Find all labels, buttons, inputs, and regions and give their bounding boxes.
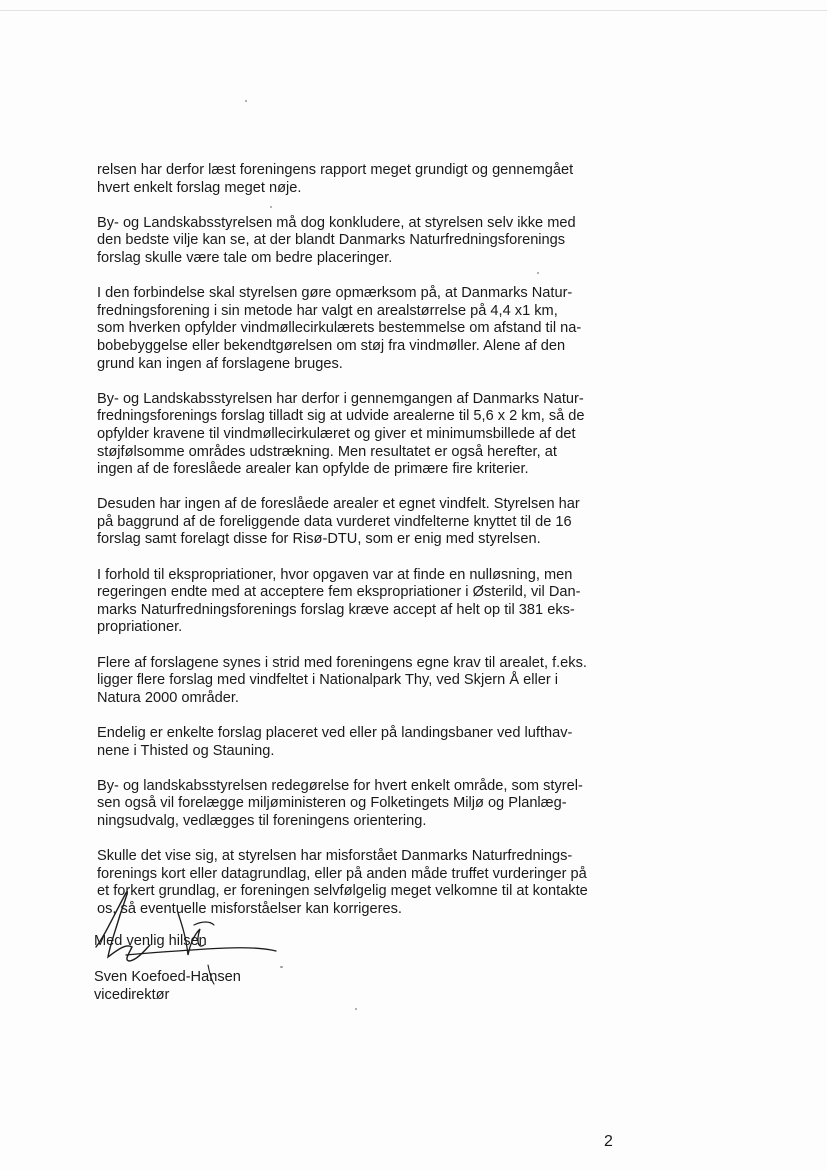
text-line: grund kan ingen af forslagene bruges. bbox=[97, 355, 343, 372]
letter-body bbox=[97, 162, 637, 936]
scan-speck bbox=[537, 272, 539, 274]
page-top-edge bbox=[0, 10, 827, 11]
text-line: ningsudvalg, vedlægges til foreningens orientering. bbox=[97, 812, 427, 829]
text-line: bobebyggelse eller bekendtgørelsen om støj fra vindmøller. Alene af den bbox=[97, 337, 566, 354]
text-line: opfylder kravene til vindmøllecirkulæret og giver et minimumsbillede af det bbox=[97, 425, 576, 442]
text-line: fredningsforening i sin metode har valgt en arealstørrelse på 4,4 x1 km, bbox=[97, 302, 558, 319]
text-line: Skulle det vise sig, at styrelsen har misforstået Danmarks Naturfrednings- bbox=[97, 848, 573, 865]
text-line: By- og landskabsstyrelsen redegørelse for hvert enkelt område, som styrel- bbox=[97, 777, 583, 794]
text-line: Desuden har ingen af de foreslåede arealer et egnet vindfelt. Styrelsen har bbox=[97, 496, 580, 513]
text-line: Flere af forslagene synes i strid med foreningens egne krav til arealet, f.eks. bbox=[97, 654, 587, 671]
text-line: regeringen endte med at acceptere fem ekspropriationer i Østerild, vil Dan- bbox=[97, 584, 581, 601]
text-line: Natura 2000 områder. bbox=[97, 689, 239, 706]
paragraph bbox=[97, 285, 637, 373]
signer-name: Sven Koefoed-Hansen bbox=[94, 969, 241, 985]
text-line: på baggrund af de foreliggende data vurderet vindfelterne knyttet til de 16 bbox=[97, 513, 572, 530]
text-line: fredningsforenings forslag tilladt sig at udvide arealerne til 5,6 x 2 km, så de bbox=[97, 408, 585, 425]
scan-speck bbox=[355, 1008, 357, 1010]
text-line: ligger flere forslag med vindfeltet i Nationalpark Thy, ved Skjern Å eller i bbox=[97, 672, 558, 689]
text-line: I den forbindelse skal styrelsen gøre opmærksom på, at Danmarks Natur- bbox=[97, 285, 573, 302]
text-line: By- og Landskabsstyrelsen har derfor i gennemgangen af Danmarks Natur- bbox=[97, 390, 584, 407]
closing-salutation: Med venlig hilsen bbox=[94, 933, 207, 949]
text-line: hvert enkelt forslag meget nøje. bbox=[97, 179, 302, 196]
text-line: støjfølsomme områdes udstrækning. Men resultatet er også herefter, at bbox=[97, 443, 557, 460]
signer-title: vicedirektør bbox=[94, 987, 170, 1003]
text-line: den bedste vilje kan se, at der blandt Danmarks Naturfredningsforenings bbox=[97, 232, 566, 249]
text-line: et forkert grundlag, er foreningen selvfølgelig meget velkomne til at kontakte bbox=[97, 883, 588, 900]
text-line: Endelig er enkelte forslag placeret ved eller på landingsbaner ved lufthav- bbox=[97, 725, 573, 741]
scan-speck bbox=[280, 966, 283, 968]
paragraph bbox=[97, 496, 637, 549]
paragraph bbox=[97, 655, 637, 708]
text-line: sen også vil forelægge miljøministeren og Folketingets Miljø og Planlæg- bbox=[97, 795, 567, 812]
text-line: relsen har derfor læst foreningens rapport meget grundigt og gennemgået bbox=[97, 162, 574, 178]
text-line: nene i Thisted og Stauning. bbox=[97, 742, 275, 759]
text-line: som hverken opfylder vindmøllecirkulærets bestemmelse om afstand til na- bbox=[97, 320, 582, 337]
paragraph bbox=[97, 567, 637, 637]
paragraph bbox=[97, 162, 637, 197]
paragraph bbox=[97, 778, 637, 831]
text-line: forslag samt forelagt disse for Risø-DTU, som er enig med styrelsen. bbox=[97, 531, 541, 548]
text-line: By- og Landskabsstyrelsen må dog konkludere, at styrelsen selv ikke med bbox=[97, 214, 576, 231]
text-line: os, så eventuelle misforståelser kan korrigeres. bbox=[97, 900, 402, 917]
text-line: I forhold til ekspropriationer, hvor opgaven var at finde en nulløsning, men bbox=[97, 566, 573, 583]
page-number: 2 bbox=[604, 1133, 613, 1150]
text-line: propriationer. bbox=[97, 619, 183, 636]
scan-speck bbox=[245, 100, 247, 102]
text-line: forslag skulle være tale om bedre placeringer. bbox=[97, 249, 393, 266]
paragraph bbox=[97, 725, 637, 760]
paragraph bbox=[97, 215, 637, 268]
paragraph bbox=[97, 391, 637, 479]
text-line: forenings kort eller datagrundlag, eller på anden måde truffet vurderinger på bbox=[97, 865, 587, 882]
scan-speck bbox=[270, 206, 272, 208]
text-line: marks Naturfredningsforenings forslag kræve accept af helt op til 381 eks- bbox=[97, 601, 575, 618]
text-line: ingen af de foreslåede arealer kan opfylde de primære fire kriterier. bbox=[97, 461, 529, 478]
